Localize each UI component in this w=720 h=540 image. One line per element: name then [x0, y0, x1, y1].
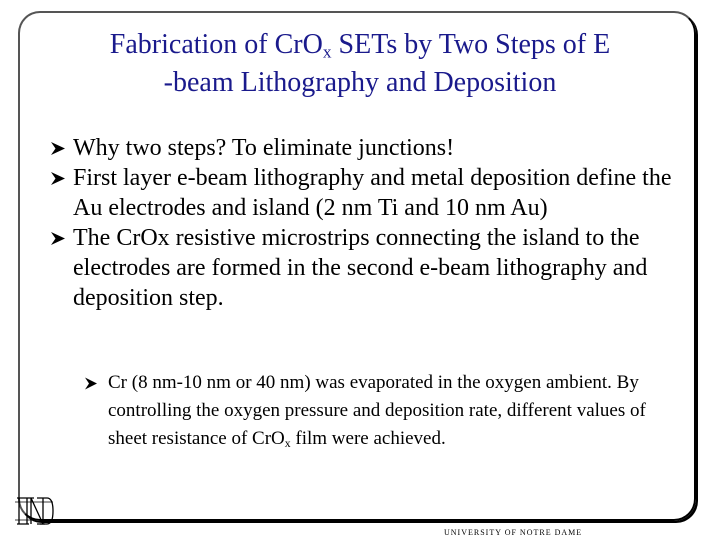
sub-bullet-text-suffix: film were achieved.: [290, 428, 446, 449]
sub-bullet-list: [82, 369, 662, 453]
bullet-text: First layer e-beam lithography and metal deposition define the Au electrodes and island (2 nm Ti and 10 nm Au): [73, 165, 672, 221]
bullet-list: [48, 133, 688, 313]
arrow-bullet-icon: [48, 133, 68, 163]
sub-bullet-subscript: x: [284, 436, 291, 450]
bullet-item: [48, 133, 688, 163]
slide-title: [30, 26, 690, 102]
arrow-bullet-icon: [48, 163, 68, 193]
bullet-item: [48, 163, 688, 223]
bullet-text: Why two steps? To eliminate junctions!: [73, 135, 455, 161]
title-text-prefix: Fabrication of CrO: [109, 29, 323, 60]
title-subscript: x: [322, 42, 332, 62]
sub-bullet-text: Cr (8 nm-10 nm or 40 nm) was evaporated in the oxygen ambient. By controlling the oxygen pressure and deposition rate, different values of sheet resistance of CrO: [108, 372, 646, 449]
bullet-item: [48, 223, 688, 313]
arrow-bullet-icon: [82, 369, 100, 397]
notre-dame-nd-monogram-icon: [13, 494, 55, 528]
title-text-suffix: SETs by Two Steps of E: [331, 29, 611, 60]
title-line-1: [30, 26, 690, 64]
bullet-text: The CrOx resistive microstrips connecting the island to the electrodes are formed in the second e-beam lithography and deposition step.: [73, 225, 648, 311]
footer-university-name: UNIVERSITY OF NOTRE DAME: [444, 528, 583, 537]
sub-bullet-item: [82, 369, 662, 453]
arrow-bullet-icon: [48, 223, 68, 253]
title-line-2: -beam Lithography and Deposition: [163, 67, 557, 98]
